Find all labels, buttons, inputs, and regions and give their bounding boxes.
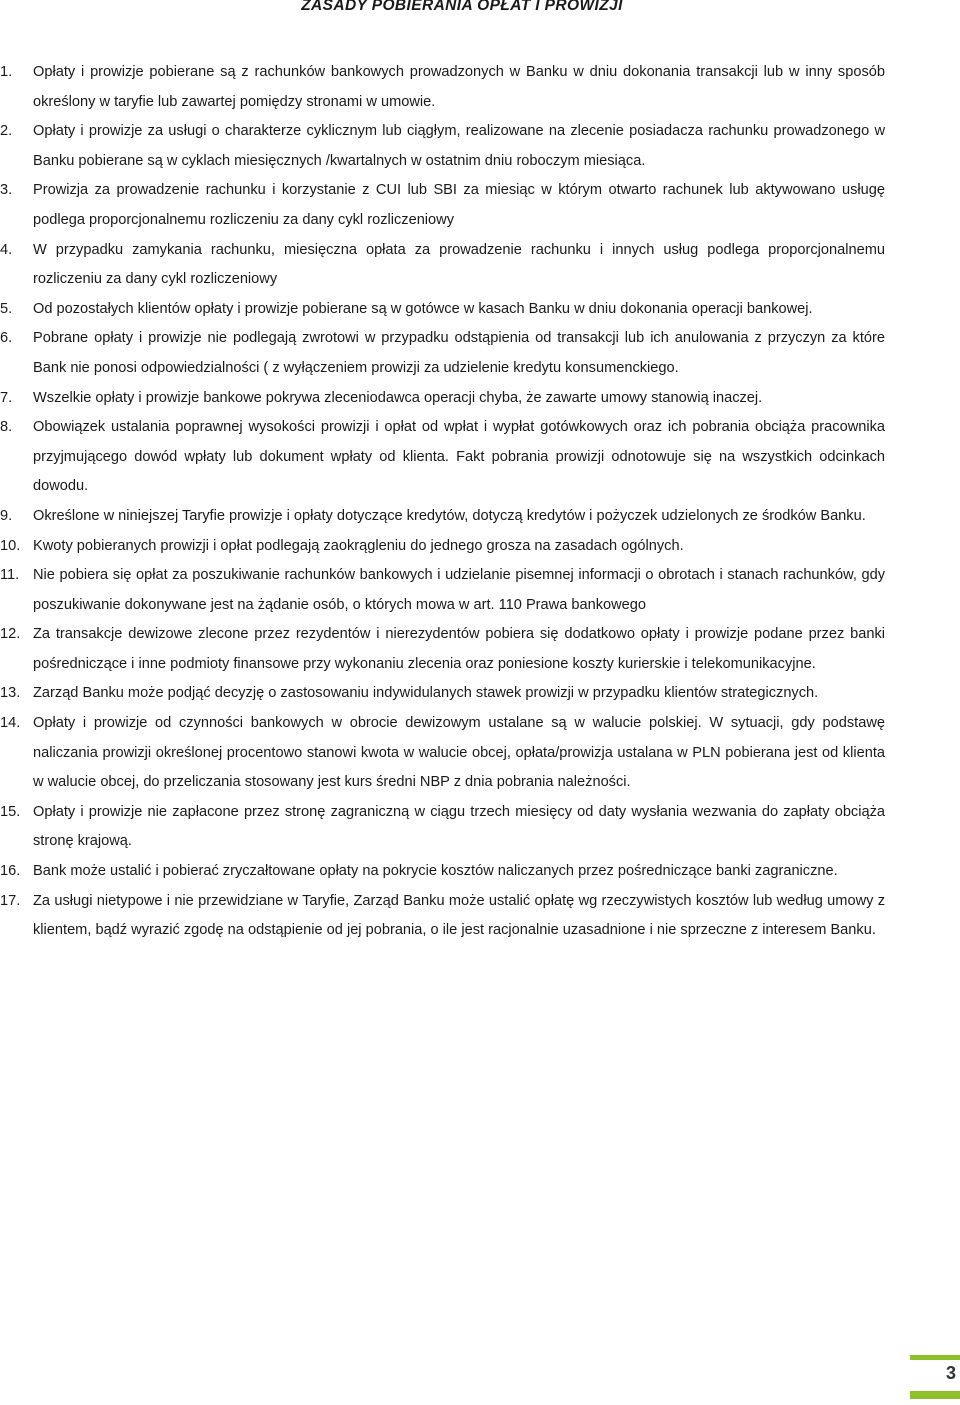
item-text: Nie pobiera się opłat za poszukiwanie rachunków bankowych i udzielanie pisemnej informacji o obrotach i stanach rachunków, gdy poszukiwanie dokonywane jest na żądanie osób, o których mowa w art. 110 Prawa bankowego xyxy=(33,567,885,613)
list-item xyxy=(0,324,885,383)
item-text: Wszelkie opłaty i prowizje bankowe pokrywa zleceniodawca operacji chyba, że zawarte umowy stanowią inaczej. xyxy=(33,389,763,406)
item-number: 1. xyxy=(0,64,13,80)
item-number: 6. xyxy=(0,330,13,347)
item-text: Opłaty i prowizje nie zapłacone przez stronę zagraniczną w ciągu trzech miesięcy od daty wysłania wezwania do zapłaty obciąża stronę krajową. xyxy=(33,803,885,850)
item-text: Od pozostałych klientów opłaty i prowizje pobierane są w gotówce w kasach Banku w dniu dokonania operacji bankowej. xyxy=(33,300,813,317)
item-number: 4. xyxy=(0,241,13,258)
item-text: Obowiązek ustalania poprawnej wysokości prowizji i opłat od wpłat i wypłat gotówkowych oraz ich pobrania obciąża pracownika przyjmującego dowód wpłaty lub dokument wpłaty od klienta. Fakt pobrania prowizji odnotowuje się na wszystkich odcinkach dowodu. xyxy=(33,419,885,495)
item-text: Pobrane opłaty i prowizje nie podlegają zwrotowi w przypadku odstąpienia od transakcji lub ich anulowania z przyczyn za które Bank nie ponosi odpowiedzialności ( z wyłączeniem prowizji za udzielenie kredytu konsumenckiego. xyxy=(33,330,885,376)
list-item xyxy=(0,561,885,620)
item-text: Za usługi nietypowe i nie przewidziane w Taryfie, Zarząd Banku może ustalić opłatę wg rzeczywistych kosztów lub według umowy z klientem, bądź wyrazić zgodę na odstąpienie od jej pobrania, o ile jest racjonalnie uzasadnione i nie sprzeczne z interesem Banku. xyxy=(33,892,885,939)
item-number: 7. xyxy=(0,389,13,406)
list-item xyxy=(0,176,885,235)
item-number: 15. xyxy=(0,803,21,820)
item-text: Określone w niniejszej Taryfie prowizje i opłaty dotyczące kredytów, dotyczą kredytów i pożyczek udzielonych ze środków Banku. xyxy=(33,507,866,524)
item-text: W przypadku zamykania rachunku, miesięczna opłata za prowadzenie rachunku i innych usług podlega proporcjonalnemu rozliczeniu za dany cykl rozliczeniowy xyxy=(33,241,885,288)
item-number: 10. xyxy=(0,537,21,554)
list-item xyxy=(0,887,885,946)
item-number: 12. xyxy=(0,626,21,643)
item-text: Prowizja za prowadzenie rachunku i korzystanie z CUI lub SBI za miesiąc w którym otwarto rachunek lub aktywowano usługę podlega proporcjonalnemu rozliczeniu za dany cykl rozliczeniowy xyxy=(33,182,885,228)
item-text: Opłaty i prowizje pobierane są z rachunków bankowych prowadzonych w Banku w dniu dokonania transakcji lub w inny sposób określony w taryfie lub zawartej pomiędzy stronami w umowie. xyxy=(33,64,885,110)
item-number: 3. xyxy=(0,182,13,199)
item-number: 16. xyxy=(0,863,21,880)
list-item xyxy=(0,798,885,857)
item-text: Opłaty i prowizje od czynności bankowych w obrocie dewizowym ustalane są w walucie polskiej. W sytuacji, gdy podstawę naliczania prowizji określonej procentowo stanowi kwota w walucie obcej, opłata/prowizja ustalana w PLN pobierana jest od klienta w walucie obcej, do przeliczania stosowany jest kurs średni NBP z dnia pobrania należności. xyxy=(33,715,885,791)
item-number: 8. xyxy=(0,419,13,436)
list-item xyxy=(0,532,885,562)
rules-list xyxy=(0,58,960,946)
item-number: 14. xyxy=(0,715,21,732)
page-title: ZASADY POBIERANIA OPŁAT I PROWIZJI xyxy=(301,0,623,14)
item-number: 9. xyxy=(0,507,13,524)
item-text: Kwoty pobieranych prowizji i opłat podlegają zaokrągleniu do jednego grosza na zasadach ogólnych. xyxy=(33,537,684,554)
item-number: 11. xyxy=(0,567,20,584)
list-item xyxy=(0,709,885,798)
list-item xyxy=(0,857,885,887)
list-item xyxy=(0,295,885,325)
item-text: Zarząd Banku może podjąć decyzję o zastosowaniu indywidulanych stawek prowizji w przypadku klientów strategicznych. xyxy=(33,685,819,702)
page-number: 3 xyxy=(945,1363,956,1383)
page-number-badge xyxy=(910,1355,960,1400)
list-item xyxy=(0,384,885,414)
list-item xyxy=(0,413,885,502)
item-number: 13. xyxy=(0,685,21,702)
item-number: 17. xyxy=(0,892,21,909)
page-number-bottom-bar xyxy=(910,1391,960,1399)
list-item xyxy=(0,502,885,532)
item-text: Bank może ustalić i pobierać zryczałtowane opłaty na pokrycie kosztów naliczanych przez pośredniczące banki zagraniczne. xyxy=(33,863,838,880)
list-item xyxy=(0,117,885,176)
list-item xyxy=(0,58,885,117)
list-item xyxy=(0,620,885,679)
item-text: Opłaty i prowizje za usługi o charakterze cyklicznym lub ciągłym, realizowane na zlecenie posiadacza rachunku prowadzonego w Banku pobierane są w cyklach miesięcznych /kwartalnych w ostatnim dniu roboczym miesiąca. xyxy=(33,123,885,169)
page-number-top-bar xyxy=(910,1355,960,1360)
list-item xyxy=(0,236,885,295)
item-number: 5. xyxy=(0,300,13,317)
item-text: Za transakcje dewizowe zlecone przez rezydentów i nierezydentów pobiera się dodatkowo opłaty i prowizje podane przez banki pośredniczące i inne podmioty finansowe przy wykonaniu zlecenia oraz poniesione koszty kurierskie i telekomunikacyjne. xyxy=(33,626,885,672)
item-number: 2. xyxy=(0,123,13,140)
list-item xyxy=(0,679,885,709)
